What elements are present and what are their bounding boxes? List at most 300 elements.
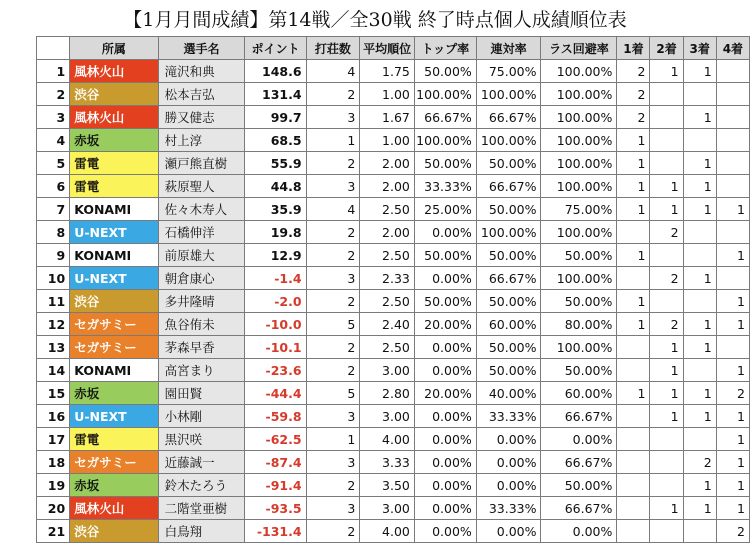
third-count-cell [683, 428, 716, 451]
third-count-cell [683, 83, 716, 106]
second-count-cell: 1 [650, 359, 683, 382]
second-count-cell [650, 129, 683, 152]
rank-cell: 7 [37, 198, 70, 221]
last-avoid-rate-cell: 60.00% [541, 382, 617, 405]
third-count-cell: 1 [683, 405, 716, 428]
third-count-cell: 1 [683, 60, 716, 83]
rentai-rate-cell: 40.00% [476, 382, 541, 405]
points-cell: -62.5 [245, 428, 306, 451]
rentai-rate-cell: 66.67% [476, 106, 541, 129]
table-row [37, 83, 750, 106]
first-count-cell: 1 [617, 290, 650, 313]
last-avoid-rate-cell: 100.00% [541, 60, 617, 83]
avg-rank-cell: 4.00 [360, 520, 415, 543]
rank-cell: 5 [37, 152, 70, 175]
first-count-cell: 1 [617, 129, 650, 152]
last-avoid-rate-cell: 80.00% [541, 313, 617, 336]
first-count-cell [617, 520, 650, 543]
third-count-cell [683, 520, 716, 543]
team-cell: KONAMI [70, 359, 158, 382]
table-row [37, 60, 750, 83]
header-second: 2着 [650, 37, 683, 60]
third-count-cell [683, 221, 716, 244]
team-cell: 雷電 [70, 175, 158, 198]
fourth-count-cell [716, 175, 749, 198]
last-avoid-rate-cell: 100.00% [541, 267, 617, 290]
header-team: 所属 [70, 37, 158, 60]
rank-cell: 1 [37, 60, 70, 83]
games-cell: 2 [306, 474, 360, 497]
first-count-cell [617, 336, 650, 359]
fourth-count-cell [716, 83, 749, 106]
rentai-rate-cell: 66.67% [476, 175, 541, 198]
first-count-cell: 2 [617, 60, 650, 83]
games-cell: 4 [306, 198, 360, 221]
last-avoid-rate-cell: 0.00% [541, 520, 617, 543]
last-avoid-rate-cell: 75.00% [541, 198, 617, 221]
top-rate-cell: 0.00% [414, 336, 476, 359]
table-row [37, 175, 750, 198]
player-name: 萩原聖人 [158, 175, 245, 198]
second-count-cell: 1 [650, 497, 683, 520]
rank-cell: 20 [37, 497, 70, 520]
top-rate-cell: 20.00% [414, 313, 476, 336]
top-rate-cell: 50.00% [414, 290, 476, 313]
top-rate-cell: 0.00% [414, 267, 476, 290]
games-cell: 3 [306, 497, 360, 520]
avg-rank-cell: 2.00 [360, 175, 415, 198]
first-count-cell: 2 [617, 106, 650, 129]
table-header-row [37, 37, 750, 60]
header-first: 1着 [617, 37, 650, 60]
first-count-cell [617, 451, 650, 474]
third-count-cell: 1 [683, 175, 716, 198]
rank-cell: 15 [37, 382, 70, 405]
header-fourth: 4着 [716, 37, 749, 60]
third-count-cell: 1 [683, 497, 716, 520]
top-rate-cell: 0.00% [414, 497, 476, 520]
player-name: 滝沢和典 [158, 60, 245, 83]
rentai-rate-cell: 50.00% [476, 359, 541, 382]
player-name: 園田賢 [158, 382, 245, 405]
games-cell: 2 [306, 221, 360, 244]
points-cell: 148.6 [245, 60, 306, 83]
last-avoid-rate-cell: 50.00% [541, 244, 617, 267]
fourth-count-cell [716, 336, 749, 359]
rank-cell: 12 [37, 313, 70, 336]
last-avoid-rate-cell: 100.00% [541, 336, 617, 359]
header-third: 3着 [683, 37, 716, 60]
avg-rank-cell: 3.33 [360, 451, 415, 474]
second-count-cell: 2 [650, 267, 683, 290]
fourth-count-cell: 1 [716, 451, 749, 474]
player-name: 高宮まり [158, 359, 245, 382]
player-name: 魚谷侑未 [158, 313, 245, 336]
third-count-cell [683, 244, 716, 267]
rank-cell: 9 [37, 244, 70, 267]
last-avoid-rate-cell: 50.00% [541, 474, 617, 497]
player-name: 茅森早香 [158, 336, 245, 359]
top-rate-cell: 50.00% [414, 244, 476, 267]
points-cell: -1.4 [245, 267, 306, 290]
top-rate-cell: 100.00% [414, 129, 476, 152]
points-cell: -91.4 [245, 474, 306, 497]
third-count-cell: 1 [683, 382, 716, 405]
third-count-cell: 2 [683, 451, 716, 474]
top-rate-cell: 20.00% [414, 382, 476, 405]
first-count-cell [617, 428, 650, 451]
player-name: 近藤誠一 [158, 451, 245, 474]
rentai-rate-cell: 75.00% [476, 60, 541, 83]
second-count-cell [650, 428, 683, 451]
rank-cell: 18 [37, 451, 70, 474]
header-games: 打荘数 [306, 37, 360, 60]
second-count-cell: 2 [650, 313, 683, 336]
points-cell: 19.8 [245, 221, 306, 244]
first-count-cell: 1 [617, 152, 650, 175]
header-player: 選手名 [158, 37, 245, 60]
player-name: 前原雄大 [158, 244, 245, 267]
games-cell: 1 [306, 129, 360, 152]
first-count-cell [617, 267, 650, 290]
last-avoid-rate-cell: 50.00% [541, 359, 617, 382]
rentai-rate-cell: 50.00% [476, 336, 541, 359]
avg-rank-cell: 1.00 [360, 129, 415, 152]
header-top-rate: トップ率 [414, 37, 476, 60]
player-name: 石橋伸洋 [158, 221, 245, 244]
rentai-rate-cell: 50.00% [476, 290, 541, 313]
rentai-rate-cell: 50.00% [476, 152, 541, 175]
last-avoid-rate-cell: 100.00% [541, 106, 617, 129]
table-row [37, 198, 750, 221]
team-cell: KONAMI [70, 198, 158, 221]
points-cell: 55.9 [245, 152, 306, 175]
rentai-rate-cell: 100.00% [476, 221, 541, 244]
avg-rank-cell: 2.50 [360, 290, 415, 313]
rank-cell: 21 [37, 520, 70, 543]
points-cell: 68.5 [245, 129, 306, 152]
rank-cell: 13 [37, 336, 70, 359]
table-row [37, 106, 750, 129]
header-rank [37, 37, 70, 60]
second-count-cell: 1 [650, 175, 683, 198]
avg-rank-cell: 1.00 [360, 83, 415, 106]
team-cell: 雷電 [70, 428, 158, 451]
avg-rank-cell: 2.50 [360, 198, 415, 221]
rank-cell: 14 [37, 359, 70, 382]
table-row [37, 336, 750, 359]
points-cell: -131.4 [245, 520, 306, 543]
rentai-rate-cell: 50.00% [476, 244, 541, 267]
points-cell: -59.8 [245, 405, 306, 428]
rentai-rate-cell: 0.00% [476, 451, 541, 474]
player-name: 村上淳 [158, 129, 245, 152]
points-cell: -44.4 [245, 382, 306, 405]
rentai-rate-cell: 60.00% [476, 313, 541, 336]
avg-rank-cell: 2.33 [360, 267, 415, 290]
rentai-rate-cell: 33.33% [476, 405, 541, 428]
first-count-cell: 1 [617, 382, 650, 405]
player-name: 小林剛 [158, 405, 245, 428]
team-cell: KONAMI [70, 244, 158, 267]
player-name: 勝又健志 [158, 106, 245, 129]
third-count-cell: 1 [683, 106, 716, 129]
second-count-cell [650, 290, 683, 313]
avg-rank-cell: 2.50 [360, 244, 415, 267]
top-rate-cell: 100.00% [414, 83, 476, 106]
rank-cell: 3 [37, 106, 70, 129]
games-cell: 4 [306, 60, 360, 83]
team-cell: U-NEXT [70, 221, 158, 244]
second-count-cell: 1 [650, 198, 683, 221]
team-cell: 渋谷 [70, 520, 158, 543]
team-cell: 赤坂 [70, 129, 158, 152]
top-rate-cell: 66.67% [414, 106, 476, 129]
rentai-rate-cell: 0.00% [476, 520, 541, 543]
team-cell: セガサミー [70, 451, 158, 474]
header-last-avoid-rate: ラス回避率 [541, 37, 617, 60]
table-row [37, 129, 750, 152]
rank-cell: 16 [37, 405, 70, 428]
table-row [37, 221, 750, 244]
points-cell: 35.9 [245, 198, 306, 221]
last-avoid-rate-cell: 100.00% [541, 221, 617, 244]
last-avoid-rate-cell: 66.67% [541, 451, 617, 474]
third-count-cell: 1 [683, 313, 716, 336]
first-count-cell: 1 [617, 244, 650, 267]
avg-rank-cell: 1.67 [360, 106, 415, 129]
points-cell: 44.8 [245, 175, 306, 198]
player-name: 黒沢咲 [158, 428, 245, 451]
third-count-cell: 1 [683, 152, 716, 175]
fourth-count-cell: 2 [716, 520, 749, 543]
top-rate-cell: 25.00% [414, 198, 476, 221]
table-row [37, 290, 750, 313]
avg-rank-cell: 3.00 [360, 405, 415, 428]
rank-cell: 8 [37, 221, 70, 244]
player-name: 多井隆晴 [158, 290, 245, 313]
points-cell: 12.9 [245, 244, 306, 267]
second-count-cell: 2 [650, 221, 683, 244]
fourth-count-cell: 1 [716, 244, 749, 267]
second-count-cell [650, 474, 683, 497]
team-cell: 渋谷 [70, 290, 158, 313]
team-cell: 風林火山 [70, 106, 158, 129]
avg-rank-cell: 2.40 [360, 313, 415, 336]
second-count-cell: 1 [650, 382, 683, 405]
last-avoid-rate-cell: 100.00% [541, 83, 617, 106]
last-avoid-rate-cell: 50.00% [541, 290, 617, 313]
points-cell: -87.4 [245, 451, 306, 474]
team-cell: セガサミー [70, 336, 158, 359]
fourth-count-cell: 1 [716, 359, 749, 382]
team-cell: 赤坂 [70, 382, 158, 405]
points-cell: -10.0 [245, 313, 306, 336]
points-cell: -23.6 [245, 359, 306, 382]
rank-cell: 10 [37, 267, 70, 290]
table-row [37, 313, 750, 336]
third-count-cell: 1 [683, 267, 716, 290]
team-cell: 風林火山 [70, 497, 158, 520]
first-count-cell: 1 [617, 175, 650, 198]
last-avoid-rate-cell: 100.00% [541, 152, 617, 175]
table-row [37, 520, 750, 543]
ranking-table [36, 36, 750, 543]
rank-cell: 4 [37, 129, 70, 152]
avg-rank-cell: 3.00 [360, 497, 415, 520]
second-count-cell [650, 83, 683, 106]
top-rate-cell: 0.00% [414, 221, 476, 244]
table-row [37, 267, 750, 290]
table-row [37, 382, 750, 405]
rank-cell: 11 [37, 290, 70, 313]
second-count-cell [650, 106, 683, 129]
points-cell: -2.0 [245, 290, 306, 313]
team-cell: 赤坂 [70, 474, 158, 497]
first-count-cell [617, 359, 650, 382]
team-cell: 風林火山 [70, 60, 158, 83]
table-row [37, 474, 750, 497]
avg-rank-cell: 3.50 [360, 474, 415, 497]
first-count-cell: 1 [617, 198, 650, 221]
games-cell: 2 [306, 290, 360, 313]
third-count-cell [683, 129, 716, 152]
fourth-count-cell [716, 106, 749, 129]
rentai-rate-cell: 0.00% [476, 428, 541, 451]
top-rate-cell: 50.00% [414, 60, 476, 83]
rentai-rate-cell: 100.00% [476, 129, 541, 152]
table-row [37, 152, 750, 175]
points-cell: 131.4 [245, 83, 306, 106]
avg-rank-cell: 4.00 [360, 428, 415, 451]
top-rate-cell: 33.33% [414, 175, 476, 198]
fourth-count-cell: 1 [716, 405, 749, 428]
games-cell: 3 [306, 267, 360, 290]
fourth-count-cell [716, 221, 749, 244]
third-count-cell: 1 [683, 198, 716, 221]
first-count-cell [617, 497, 650, 520]
games-cell: 3 [306, 451, 360, 474]
third-count-cell: 1 [683, 474, 716, 497]
fourth-count-cell [716, 267, 749, 290]
rentai-rate-cell: 100.00% [476, 83, 541, 106]
top-rate-cell: 0.00% [414, 359, 476, 382]
second-count-cell: 1 [650, 405, 683, 428]
team-cell: セガサミー [70, 313, 158, 336]
fourth-count-cell: 1 [716, 290, 749, 313]
avg-rank-cell: 2.50 [360, 336, 415, 359]
avg-rank-cell: 2.00 [360, 221, 415, 244]
fourth-count-cell: 1 [716, 474, 749, 497]
rank-cell: 19 [37, 474, 70, 497]
points-cell: 99.7 [245, 106, 306, 129]
top-rate-cell: 0.00% [414, 405, 476, 428]
player-name: 白鳥翔 [158, 520, 245, 543]
top-rate-cell: 0.00% [414, 520, 476, 543]
player-name: 朝倉康心 [158, 267, 245, 290]
points-cell: -93.5 [245, 497, 306, 520]
games-cell: 2 [306, 244, 360, 267]
last-avoid-rate-cell: 66.67% [541, 405, 617, 428]
games-cell: 5 [306, 382, 360, 405]
second-count-cell [650, 520, 683, 543]
last-avoid-rate-cell: 100.00% [541, 129, 617, 152]
games-cell: 5 [306, 313, 360, 336]
games-cell: 3 [306, 175, 360, 198]
avg-rank-cell: 2.80 [360, 382, 415, 405]
avg-rank-cell: 2.00 [360, 152, 415, 175]
games-cell: 1 [306, 428, 360, 451]
team-cell: U-NEXT [70, 267, 158, 290]
first-count-cell: 2 [617, 83, 650, 106]
fourth-count-cell: 1 [716, 313, 749, 336]
table-row [37, 451, 750, 474]
top-rate-cell: 0.00% [414, 428, 476, 451]
top-rate-cell: 50.00% [414, 152, 476, 175]
games-cell: 2 [306, 152, 360, 175]
player-name: 松本吉弘 [158, 83, 245, 106]
table-row [37, 428, 750, 451]
second-count-cell: 1 [650, 336, 683, 359]
first-count-cell [617, 474, 650, 497]
table-row [37, 244, 750, 267]
team-cell: U-NEXT [70, 405, 158, 428]
last-avoid-rate-cell: 0.00% [541, 428, 617, 451]
games-cell: 3 [306, 405, 360, 428]
fourth-count-cell: 1 [716, 198, 749, 221]
fourth-count-cell [716, 129, 749, 152]
page-title: 【1月月間成績】第14戦／全30戦 終了時点個人成績順位表 [123, 9, 627, 31]
rentai-rate-cell: 33.33% [476, 497, 541, 520]
rentai-rate-cell: 66.67% [476, 267, 541, 290]
team-cell: 渋谷 [70, 83, 158, 106]
player-name: 二階堂亜樹 [158, 497, 245, 520]
player-name: 佐々木寿人 [158, 198, 245, 221]
games-cell: 2 [306, 83, 360, 106]
table-row [37, 497, 750, 520]
header-rentai-rate: 連対率 [476, 37, 541, 60]
fourth-count-cell: 1 [716, 428, 749, 451]
first-count-cell [617, 221, 650, 244]
header-points: ポイント [245, 37, 306, 60]
games-cell: 3 [306, 106, 360, 129]
second-count-cell [650, 152, 683, 175]
third-count-cell [683, 359, 716, 382]
avg-rank-cell: 3.00 [360, 359, 415, 382]
top-rate-cell: 0.00% [414, 474, 476, 497]
fourth-count-cell [716, 152, 749, 175]
top-rate-cell: 0.00% [414, 451, 476, 474]
team-cell: 雷電 [70, 152, 158, 175]
rentai-rate-cell: 50.00% [476, 198, 541, 221]
first-count-cell [617, 405, 650, 428]
second-count-cell [650, 244, 683, 267]
header-avg-rank: 平均順位 [360, 37, 415, 60]
avg-rank-cell: 1.75 [360, 60, 415, 83]
last-avoid-rate-cell: 66.67% [541, 497, 617, 520]
third-count-cell [683, 290, 716, 313]
player-name: 鈴木たろう [158, 474, 245, 497]
points-cell: -10.1 [245, 336, 306, 359]
first-count-cell: 1 [617, 313, 650, 336]
rank-cell: 6 [37, 175, 70, 198]
third-count-cell: 1 [683, 336, 716, 359]
fourth-count-cell: 2 [716, 382, 749, 405]
rank-cell: 17 [37, 428, 70, 451]
fourth-count-cell: 1 [716, 497, 749, 520]
second-count-cell [650, 451, 683, 474]
games-cell: 2 [306, 520, 360, 543]
